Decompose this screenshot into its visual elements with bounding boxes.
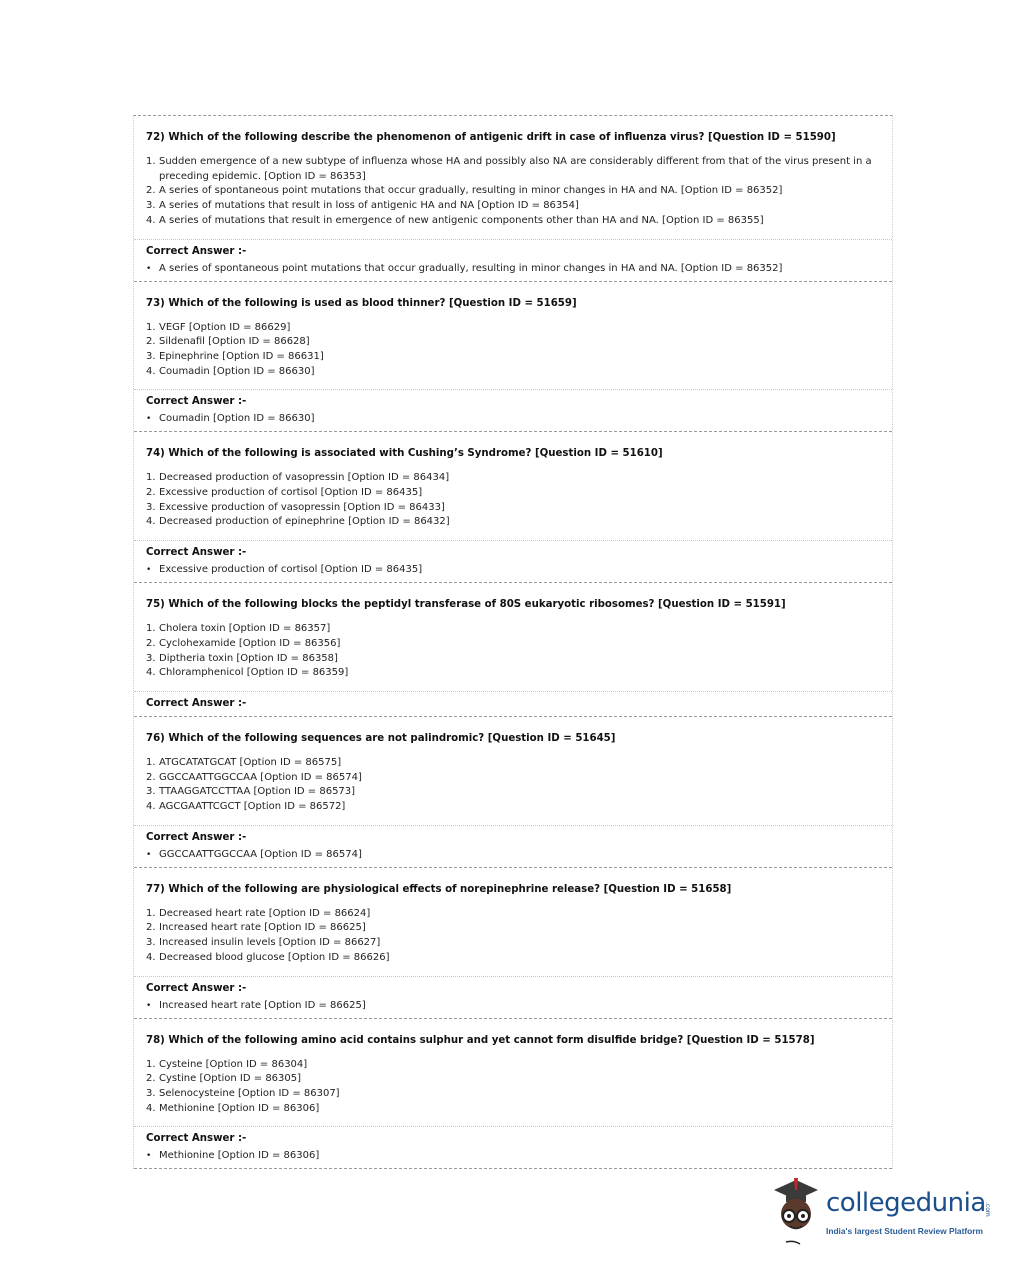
correct-answer-item	[146, 999, 880, 1013]
option-item	[146, 501, 880, 516]
correct-answer-item	[146, 1149, 880, 1163]
correct-answer-text: Excessive production of cortisol [Option ID = 86435]	[159, 564, 423, 576]
option-text: A series of spontaneous point mutations that occur gradually, resulting in minor changes in HA and NA. [Option ID = 86352]	[159, 185, 783, 197]
option-text: ATGCATATGCAT [Option ID = 86575]	[159, 756, 342, 768]
option-item	[146, 936, 880, 951]
option-text: Increased insulin levels [Option ID = 86627]	[159, 937, 381, 949]
option-text: A series of mutations that result in emergence of new antigenic components other than HA and NA. [Option ID = 86355]	[159, 214, 764, 226]
option-text: Excessive production of vasopressin [Option ID = 86433]	[159, 501, 445, 513]
question-block	[134, 717, 892, 868]
correct-answer-section	[134, 239, 892, 281]
option-text: Sudden emergence of a new subtype of influenza whose HA and possibly also NA are considerably different from that of the virus present in a preceding epidemic. [Option ID = 86353]	[159, 156, 872, 182]
option-text: Epinephrine [Option ID = 86631]	[159, 350, 324, 362]
option-text: VEGF [Option ID = 86629]	[159, 321, 291, 333]
option-text: Decreased heart rate [Option ID = 86624]	[159, 907, 371, 919]
option-number: 3.	[146, 200, 156, 212]
option-item	[146, 637, 880, 652]
option-text: AGCGAATTCGCT [Option ID = 86572]	[159, 801, 346, 813]
option-item	[146, 515, 880, 530]
option-number: 4.	[146, 667, 156, 679]
correct-answer-label: Correct Answer :-	[146, 547, 247, 559]
option-number: 3.	[146, 786, 156, 798]
option-item	[146, 785, 880, 800]
option-text: Decreased production of epinephrine [Option ID = 86432]	[159, 516, 450, 528]
option-text: GGCCAATTGGCCAA [Option ID = 86574]	[159, 771, 362, 783]
option-number: 4.	[146, 1102, 156, 1114]
correct-answer-label: Correct Answer :-	[146, 982, 247, 994]
option-list	[134, 907, 892, 966]
option-text: Decreased production of vasopressin [Option ID = 86434]	[159, 472, 450, 484]
bullet-icon: •	[146, 1151, 152, 1162]
option-number: 2.	[146, 1073, 156, 1085]
option-item	[146, 622, 880, 637]
option-item	[146, 907, 880, 922]
option-list	[134, 1058, 892, 1117]
option-number: 1.	[146, 472, 156, 484]
correct-answer-item	[146, 262, 880, 276]
option-number: 4.	[146, 214, 156, 226]
option-number: 1.	[146, 156, 156, 167]
option-item	[146, 486, 880, 501]
option-text: Cyclohexamide [Option ID = 86356]	[159, 637, 341, 649]
question-block	[134, 868, 892, 1019]
correct-answer-section	[134, 976, 892, 1018]
question-block	[134, 1019, 892, 1170]
option-number: 3.	[146, 652, 156, 664]
option-item	[146, 951, 880, 966]
bullet-icon: •	[146, 1000, 152, 1011]
collegedunia-logo	[764, 1176, 992, 1246]
option-item	[146, 1087, 880, 1102]
question-sheet	[133, 115, 893, 1169]
option-item	[146, 471, 880, 486]
question-title: 78) Which of the following amino acid contains sulphur and yet cannot form disulfide bridge? [Question ID = 51578]	[146, 1034, 815, 1046]
option-item	[146, 350, 880, 365]
option-text: Sildenafil [Option ID = 86628]	[159, 336, 310, 348]
question-block	[134, 583, 892, 717]
option-text: Cysteine [Option ID = 86304]	[159, 1058, 308, 1070]
option-text: Methionine [Option ID = 86306]	[159, 1102, 320, 1114]
correct-answer-section	[134, 389, 892, 431]
logo-wordmark: collegedunia	[826, 1188, 986, 1218]
bullet-icon: •	[146, 414, 152, 425]
question-title: 73) Which of the following is used as blood thinner? [Question ID = 51659]	[146, 297, 577, 309]
bullet-icon: •	[146, 565, 152, 576]
correct-answer-label: Correct Answer :-	[146, 396, 247, 408]
question-block	[134, 116, 892, 282]
option-item	[146, 1072, 880, 1087]
bullet-icon: •	[146, 849, 152, 860]
option-item	[146, 771, 880, 786]
option-list	[134, 155, 892, 229]
question-block	[134, 282, 892, 433]
option-item	[146, 666, 880, 681]
correct-answer-text: A series of spontaneous point mutations that occur gradually, resulting in minor changes in HA and NA. [Option ID = 86352]	[159, 262, 783, 274]
option-item	[146, 800, 880, 815]
option-item	[146, 214, 880, 229]
question-block	[134, 432, 892, 583]
correct-answer-item	[146, 563, 880, 577]
option-number: 3.	[146, 1087, 156, 1099]
option-number: 2.	[146, 637, 156, 649]
option-number: 2.	[146, 771, 156, 783]
option-number: 1.	[146, 623, 156, 635]
correct-answer-section	[134, 540, 892, 582]
logo-tagline: India's largest Student Review Platform	[826, 1226, 983, 1236]
option-list	[134, 321, 892, 380]
option-item	[146, 184, 880, 199]
option-number: 2.	[146, 922, 156, 934]
logo-domain-suffix: .com	[984, 1202, 991, 1217]
question-title: 75) Which of the following blocks the peptidyl transferase of 80S eukaryotic ribosomes? [Question ID = 51591]	[146, 599, 786, 611]
correct-answer-section	[134, 1126, 892, 1168]
option-item	[146, 1102, 880, 1117]
option-number: 4.	[146, 951, 156, 963]
option-text: Decreased blood glucose [Option ID = 86626]	[159, 951, 390, 963]
question-title: 77) Which of the following are physiological effects of norepinephrine release? [Question ID = 51658]	[146, 883, 732, 895]
question-title: 72) Which of the following describe the phenomenon of antigenic drift in case of influenza virus? [Question ID = 51590]	[146, 132, 836, 143]
option-number: 1.	[146, 907, 156, 919]
option-number: 4.	[146, 516, 156, 528]
option-number: 2.	[146, 487, 156, 499]
option-text: Cystine [Option ID = 86305]	[159, 1073, 302, 1085]
option-item	[146, 756, 880, 771]
option-number: 1.	[146, 1058, 156, 1070]
option-text: Selenocysteine [Option ID = 86307]	[159, 1087, 340, 1099]
option-number: 4.	[146, 365, 156, 377]
option-text: Chloramphenicol [Option ID = 86359]	[159, 667, 349, 679]
option-list	[134, 471, 892, 530]
option-item	[146, 652, 880, 667]
mascot-icon	[764, 1176, 824, 1246]
option-list	[134, 622, 892, 681]
option-item	[146, 335, 880, 350]
option-item	[146, 199, 880, 214]
option-text: Cholera toxin [Option ID = 86357]	[159, 623, 331, 635]
correct-answer-item	[146, 848, 880, 862]
option-number: 2.	[146, 185, 156, 197]
correct-answer-text: GGCCAATTGGCCAA [Option ID = 86574]	[159, 848, 362, 860]
correct-answer-text: Increased heart rate [Option ID = 86625]	[159, 999, 366, 1011]
option-item	[146, 921, 880, 936]
option-number: 3.	[146, 350, 156, 362]
option-number: 1.	[146, 321, 156, 333]
correct-answer-label: Correct Answer :-	[146, 831, 247, 843]
bullet-icon: •	[146, 263, 152, 274]
correct-answer-label: Correct Answer :-	[146, 245, 247, 257]
option-item	[146, 365, 880, 380]
option-number: 4.	[146, 801, 156, 813]
correct-answer-text: Methionine [Option ID = 86306]	[159, 1150, 320, 1162]
option-text: A series of mutations that result in loss of antigenic HA and NA [Option ID = 86354]	[159, 200, 579, 212]
correct-answer-item	[146, 412, 880, 426]
option-item	[146, 155, 880, 184]
option-number: 1.	[146, 756, 156, 768]
option-number: 3.	[146, 501, 156, 513]
question-title: 76) Which of the following sequences are not palindromic? [Question ID = 51645]	[146, 732, 616, 744]
option-item	[146, 1058, 880, 1073]
option-list	[134, 756, 892, 815]
option-item	[146, 321, 880, 336]
correct-answer-section	[134, 825, 892, 867]
correct-answer-text: Coumadin [Option ID = 86630]	[159, 413, 315, 425]
correct-answer-section	[134, 691, 892, 716]
correct-answer-label: Correct Answer :-	[146, 1133, 247, 1145]
option-text: TTAAGGATCCTTAA [Option ID = 86573]	[159, 786, 356, 798]
option-text: Increased heart rate [Option ID = 86625]	[159, 922, 366, 934]
option-text: Excessive production of cortisol [Option ID = 86435]	[159, 487, 423, 499]
option-number: 3.	[146, 937, 156, 949]
correct-answer-label: Correct Answer :-	[146, 697, 247, 709]
option-number: 2.	[146, 336, 156, 348]
option-text: Diptheria toxin [Option ID = 86358]	[159, 652, 338, 664]
question-title: 74) Which of the following is associated with Cushing’s Syndrome? [Question ID = 51610]	[146, 448, 663, 460]
option-text: Coumadin [Option ID = 86630]	[159, 365, 315, 377]
